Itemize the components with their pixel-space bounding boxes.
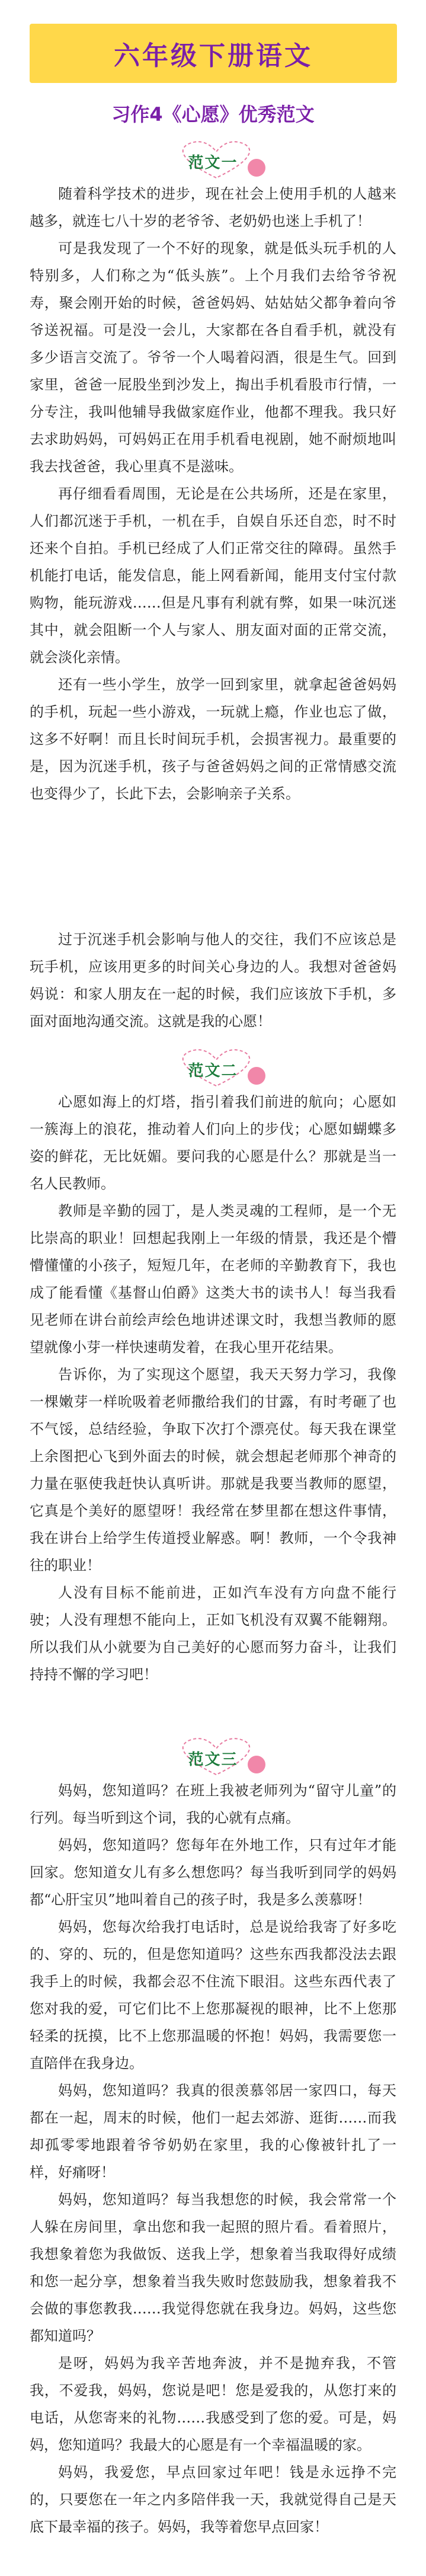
essay-1-paragraph-1: 随着科学技术的进步，现在社会上使用手机的人越来越多，就连七八十岁的老爷爷、老奶奶也迷上手机了！ xyxy=(30,186,396,229)
essay-2-paragraph-3: 告诉你，为了实现这个愿望，我天天努力学习，我像一棵嫩芽一样吮吸着老师撒给我们的甘露，有时考砸了也不气馁，总结经验，争取下次打个漂亮仗。每天我在课堂上余图把心飞到外面去的时候，就会想起老师那个神奇的力量在驱使我赶快认真听讲。那就是我要当教师的愿望，它真是个美好的愿望呀！我经常在梦里都在想这件事情，我在讲台上给学生传道授业解惑。啊！教师，一个令我神往的职业！ xyxy=(30,1366,396,1574)
essay-3-paragraph-3: 妈妈，您每次给我打电话时，总是说给我寄了好多吃的、穿的、玩的，但是您知道吗？这些东西我都没法去跟我手上的时候，我都会忍不住流下眼泪。这些东西代表了您对我的爱，可它们比不上您那凝视的眼神，比不上您那轻柔的抚摸，比不上您那温暖的怀抱！妈妈，我需要您一直陪伴在我身边。 xyxy=(30,1919,396,2072)
essay-1-paragraph-2: 可是我发现了一个不好的现象，就是低头玩手机的人特别多，人们称之为“低头族”。上个月我们去给爷爷祝寿，聚会刚开始的时候，爸爸妈妈、姑姑姑父都争着向爷爷送祝福。可是没一会儿，大家都在各自看手机，就没有多少语言交流了。爷爷一个人喝着闷酒，很是生气。回到家里，爸爸一屁股坐到沙发上，掏出手机看股市行情，一分专注，我叫他辅导我做家庭作业，他都不理我。我只好去求助妈妈，可妈妈正在用手机看电视剧，她不耐烦地叫我去找爸爸，我心里真不是滋味。 xyxy=(30,240,396,475)
essay-3-paragraph-2: 妈妈，您知道吗？您每年在外地工作，只有过年才能回家。您知道女儿有多么想您吗？每当我听到同学的妈妈都“心肝宝贝”地叫着自己的孩子时，我是多么羡慕呀！ xyxy=(30,1837,396,1908)
essay-badge-2 xyxy=(148,1050,278,1086)
essay-3-paragraph-4: 妈妈，您知道吗？我真的很羡慕邻居一家四口，每天都在一起，周末的时候，他们一起去郊游、逛街……而我却孤零零地跟着爷爷奶奶在家里，我的心像被针扎了一样，好痛呀！ xyxy=(30,2082,396,2181)
essay-3-paragraph-5: 妈妈，您知道吗？每当我想您的时候，我会常常一个人躲在房间里，拿出您和我一起照的照片看。看着照片，我想象着您为我做饭、送我上学，想象着当我取得好成绩和您一起分享，想象着当我失败时您鼓励我，想象着我不会做的事您教我……我觉得您就在我身边。妈妈，这些您都知道吗？ xyxy=(30,2191,396,2344)
section-gap xyxy=(30,807,396,926)
essay-3-paragraph-6: 是呀，妈妈为我辛苦地奔波，并不是抛弃我，不管我，不爱我，妈妈，您说是吧！您是爱我的，从您打来的电话，从您寄来的礼物……我感受到了您的爱。可是，妈妈，您知道吗？我最大的心愿是有一个幸福温暖的家。 xyxy=(30,2355,396,2453)
page-title: 六年级下册语文 xyxy=(114,41,313,71)
pink-dot-icon xyxy=(248,1756,265,1773)
essay-badge-1 xyxy=(148,142,278,178)
essay-2-paragraph-1: 心愿如海上的灯塔，指引着我们前进的航向；心愿如一簇海上的浪花，推动着人们向上的步伐；心愿如蝴蝶多姿的鲜花，无比妩媚。要问我的心愿是什么？那就是当一名人民教师。 xyxy=(30,1094,396,1192)
pink-dot-icon xyxy=(248,1067,265,1085)
essay-badge-3 xyxy=(148,1739,278,1775)
essay-badge-label: 范文一 xyxy=(188,154,238,172)
pink-dot-icon xyxy=(248,159,265,177)
title-banner xyxy=(30,24,397,83)
essay-2-paragraph-4: 人没有目标不能前进，正如汽车没有方向盘不能行驶；人没有理想不能向上，正如飞机没有双翼不能翱翔。所以我们从小就要为自己美好的心愿而努力奋斗，让我们持持不懈的学习吧！ xyxy=(30,1584,396,1683)
essay-badge-label: 范文二 xyxy=(188,1062,238,1080)
essay-1-paragraph-4: 还有一些小学生，放学一回到家里，就拿起爸爸妈妈的手机，玩起一些小游戏，一玩就上瘾，作业也忘了做，这多不好啊！而且长时间玩手机，会损害视力。最重要的是，因为沉迷手机，孩子与爸爸妈妈之间的正常情感交流也变得少了，长此下去，会影响亲子关系。 xyxy=(30,676,396,802)
essay-1-paragraph-5: 过于沉迷手机会影响与他人的交往，我们不应该总是玩手机，应该用更多的时间关心身边的人。我想对爸爸妈妈说：和家人朋友在一起的时候，我们应该放下手机，多面对面地沟通交流。这就是我的心愿！ xyxy=(30,931,396,1030)
page xyxy=(0,24,426,2576)
essay-badge-label: 范文三 xyxy=(188,1751,238,1769)
page-subtitle: 习作4《心愿》优秀范文 xyxy=(111,103,315,126)
essay-2-paragraph-2: 教师是辛勤的园丁，是人类灵魂的工程师，是一个无比崇高的职业！回想起我刚上一年级的情景，我还是个懵懵懂懂的小孩子，短短几年，在老师的辛勤教育下，我也成了能看懂《基督山伯爵》这类大书的读书人！每当我看见老师在讲台前绘声绘色地讲述课文时，我想当教师的愿望就像小芽一样快速萌发着，在我心里开花结果。 xyxy=(30,1203,396,1356)
essay-1-paragraph-3: 再仔细看看周围，无论是在公共场所，还是在家里，人们都沉迷于手机，一机在手，自娱自乐还自恋，时不时还来个自拍。手机已经成了人们正常交往的障碍。虽然手机能打电话，能发信息，能上网看新闻，能用支付宝付款购物，能玩游戏……但是凡事有利就有弊，如果一味沉迷其中，就会阻断一个人与家人、朋友面对面的正常交流，就会淡化亲情。 xyxy=(30,485,396,666)
essay-3-paragraph-1: 妈妈，您知道吗？在班上我被老师列为“留守儿童”的行列。每当听到这个词，我的心就有点痛。 xyxy=(30,1782,396,1826)
section-gap xyxy=(30,1688,396,1724)
essay-3-paragraph-7: 妈妈，我爱您，早点回家过年吧！钱是永远挣不完的，只要您在一年之内多陪伴我一天，我就觉得自己是天底下最幸福的孩子。妈妈，我等着您早点回家！ xyxy=(30,2464,396,2535)
